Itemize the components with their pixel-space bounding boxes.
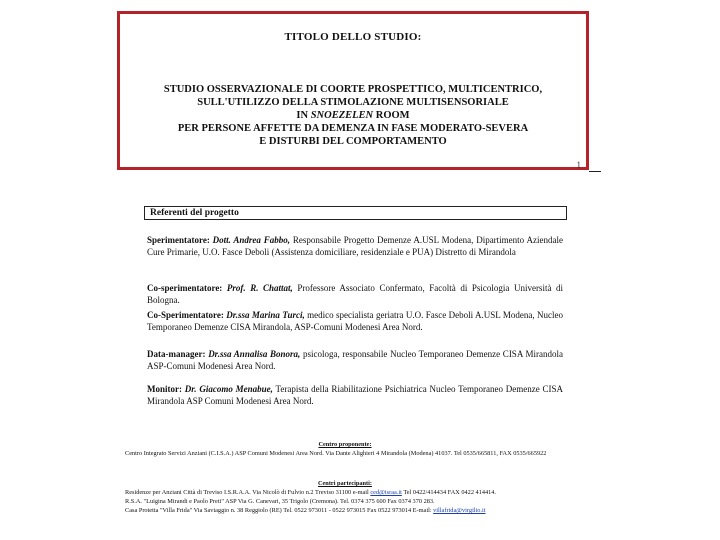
referent-description: psicologa, responsabile Nucleo Temporaneo Demenze CISA Mirandola ASP-Comuni Modenesi Area Nord. (147, 349, 563, 371)
referent-sperimentatore (147, 235, 563, 258)
participant-3 (125, 506, 565, 515)
referent-person: Dott. Andrea Fabbo, (212, 235, 291, 245)
referents-header-rule (144, 219, 567, 220)
study-title-box (117, 11, 589, 170)
referent-person: Dr. Giacomo Menabue, (184, 384, 273, 394)
referent-person: Prof. R. Chattat, (226, 283, 293, 293)
proposer-section (125, 440, 565, 458)
referent-role: Co-Sperimentatore: (147, 310, 224, 320)
page-rule (589, 171, 601, 172)
participant-1-contacts: Tel 0422/414434 FAX 0422 414414. (401, 489, 497, 496)
study-title-line-4: PER PERSONE AFFETTE DA DEMENZA IN FASE MODERATO-SEVERA (177, 123, 529, 134)
participants-section (125, 479, 565, 515)
referent-person: Dr.ssa Marina Turci, (226, 310, 305, 320)
participant-1-email-link[interactable]: ced@israa.it (370, 489, 402, 496)
referent-role: Monitor: (147, 384, 182, 394)
participant-2: R.S.A. "Luigina Mirandi e Paolo Preti" ASP Via G. Canevari, 35 Trigolo (Cremona). Tel. 0374 375 600 Fax 0374 370 283. (125, 498, 435, 505)
participant-1 (125, 488, 565, 497)
study-title-heading: TITOLO DELLO STUDIO: (284, 31, 422, 43)
proposer-title: Centro proponente: (318, 441, 372, 448)
page-number: 1 (576, 160, 581, 170)
referents-header: Referenti del progetto (144, 206, 567, 219)
referent-role: Co-sperimentatore: (147, 283, 223, 293)
referent-description: Professore Associato Confermato, Facoltà di Psicologia Università di Bologna. (147, 283, 563, 305)
referent-description: Responsabile Progetto Demenze A.USL Modena, Dipartimento Aziendale Cure Primarie, U.O. Fasce Deboli (Assistenza domiciliare, residenziale e PUA) Distretto di Mirandola (147, 235, 563, 257)
study-title-line-5: E DISTURBI DEL COMPORTAMENTO (259, 136, 447, 147)
referent-description: Terapista della Riabilitazione Psichiatrica Nucleo Temporaneo Demenze CISA Mirandola ASP Comuni Modenesi Area Nord. (147, 384, 564, 406)
proposer-text: Centro Integrato Servizi Anziani (C.I.S.A.) ASP Comuni Modenesi Area Nord. Via Dante Alighieri 4 Mirandola (Modena) 41037. Tel 0535/665811, FAX 0535/665922 (125, 450, 547, 457)
referent-co-sperimentatore-1 (147, 283, 563, 306)
referent-role: Data-manager: (147, 349, 206, 359)
referent-role: Sperimentatore: (147, 235, 210, 245)
study-title-line-3 (120, 109, 586, 122)
referent-person: Dr.ssa Annalisa Bonora, (208, 349, 301, 359)
referent-monitor (147, 384, 563, 407)
room-suffix: ROOM (373, 110, 410, 121)
participant-1-text: Residenze per Anziani Città di Treviso I.S.R.A.A. Via Nicolò di Fulvio n.2 Treviso 31100 e-mail (125, 489, 371, 496)
participant-3-email-link[interactable]: villafrida@virgilio.it (433, 507, 486, 514)
referent-co-sperimentatore-2 (147, 310, 563, 333)
study-title-line-1: STUDIO OSSERVAZIONALE DI COORTE PROSPETTICO, MULTICENTRICO, (163, 84, 543, 95)
study-title-text (120, 83, 586, 148)
referent-description: medico specialista geriatra U.O. Fasce Deboli A.USL Modena, Nucleo Temporaneo Demenze CISA Mirandola, ASP-Comuni Modenesi Area Nord. (147, 310, 564, 332)
participants-title: Centri partecipanti: (317, 480, 373, 487)
room-prefix: IN (296, 110, 311, 121)
study-title-line-2: SULL'UTILIZZO DELLA STIMOLAZIONE MULTISENSORIALE (197, 97, 509, 108)
participant-3-text: Casa Protetta "Villa Frida" Via Saviaggio n. 38 Reggiolo (RE) Tel. 0522 973011 - 0522 973015 Fax 0522 973014 E-mail: (125, 507, 434, 514)
referent-data-manager (147, 349, 563, 372)
room-name: SNOEZELEN (310, 110, 374, 121)
